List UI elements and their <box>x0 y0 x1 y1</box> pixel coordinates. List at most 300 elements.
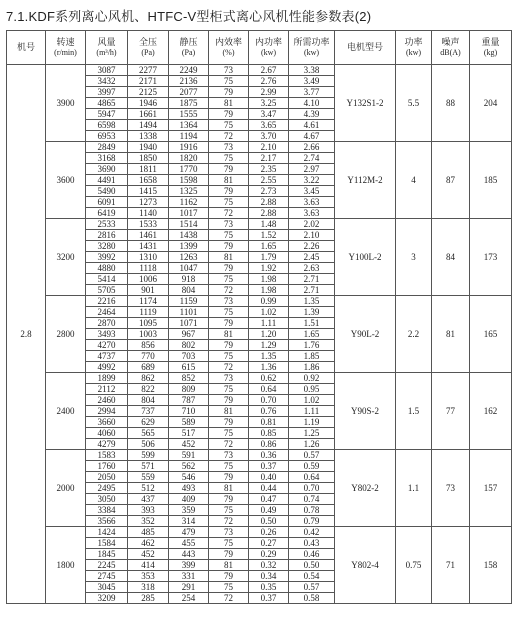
internal-power-cell: 0.34 <box>249 571 289 582</box>
static-pressure-cell: 1071 <box>169 318 209 329</box>
static-pressure-cell: 787 <box>169 395 209 406</box>
internal-power-cell: 1.35 <box>249 351 289 362</box>
airflow-cell: 2533 <box>86 219 128 230</box>
column-header-unit: dB(A) <box>440 47 461 57</box>
total-pressure-cell: 1946 <box>128 98 169 109</box>
internal-power-cell: 3.25 <box>249 98 289 109</box>
internal-power-cell: 2.88 <box>249 197 289 208</box>
column-header-label: 静压 <box>179 37 198 48</box>
speed-cell: 2800 <box>46 296 86 373</box>
column-header-label: 内效率 <box>214 37 242 48</box>
noise-cell: 84 <box>432 219 470 296</box>
column-header-label: 噪声 <box>441 37 460 48</box>
efficiency-cell: 81 <box>209 560 249 571</box>
column-header <box>7 31 46 65</box>
airflow-cell: 1760 <box>86 461 128 472</box>
total-pressure-cell: 1003 <box>128 329 169 340</box>
total-pressure-cell: 1658 <box>128 175 169 186</box>
required-power-cell: 3.63 <box>289 197 335 208</box>
airflow-cell: 2460 <box>86 395 128 406</box>
airflow-cell: 4270 <box>86 340 128 351</box>
required-power-cell: 3.77 <box>289 87 335 98</box>
column-header <box>46 31 86 65</box>
column-header-label: 转速 <box>56 37 75 48</box>
required-power-cell: 2.10 <box>289 230 335 241</box>
static-pressure-cell: 1047 <box>169 263 209 274</box>
airflow-cell: 1424 <box>86 527 128 538</box>
column-header-unit: (kg) <box>483 47 498 57</box>
column-header <box>432 31 470 65</box>
total-pressure-cell: 1095 <box>128 318 169 329</box>
total-pressure-cell: 1006 <box>128 274 169 285</box>
airflow-cell: 3432 <box>86 76 128 87</box>
internal-power-cell: 1.79 <box>249 252 289 263</box>
total-pressure-cell: 1431 <box>128 241 169 252</box>
efficiency-cell: 79 <box>209 109 249 120</box>
motor-model-cell: Y100L-2 <box>335 219 396 296</box>
static-pressure-cell: 1101 <box>169 307 209 318</box>
required-power-cell: 3.45 <box>289 186 335 197</box>
motor-model-cell: Y802-4 <box>335 527 396 604</box>
total-pressure-cell: 1119 <box>128 307 169 318</box>
internal-power-cell: 0.85 <box>249 428 289 439</box>
efficiency-cell: 75 <box>209 384 249 395</box>
efficiency-cell: 75 <box>209 351 249 362</box>
total-pressure-cell: 452 <box>128 549 169 560</box>
required-power-cell: 0.74 <box>289 494 335 505</box>
motor-model-cell: Y802-2 <box>335 450 396 527</box>
required-power-cell: 4.39 <box>289 109 335 120</box>
total-pressure-cell: 862 <box>128 373 169 384</box>
static-pressure-cell: 1770 <box>169 164 209 175</box>
efficiency-cell: 79 <box>209 417 249 428</box>
airflow-cell: 4060 <box>86 428 128 439</box>
noise-cell: 87 <box>432 142 470 219</box>
column-header <box>128 31 169 65</box>
efficiency-cell: 75 <box>209 274 249 285</box>
static-pressure-cell: 479 <box>169 527 209 538</box>
motor-power-cell: 0.75 <box>396 527 432 604</box>
column-header-unit: (kw) <box>260 47 277 57</box>
efficiency-cell: 75 <box>209 120 249 131</box>
static-pressure-cell: 802 <box>169 340 209 351</box>
efficiency-cell: 72 <box>209 285 249 296</box>
required-power-cell: 0.79 <box>289 516 335 527</box>
weight-cell: 185 <box>470 142 512 219</box>
static-pressure-cell: 443 <box>169 549 209 560</box>
total-pressure-cell: 737 <box>128 406 169 417</box>
required-power-cell: 2.26 <box>289 241 335 252</box>
weight-cell: 162 <box>470 373 512 450</box>
airflow-cell: 2464 <box>86 307 128 318</box>
static-pressure-cell: 455 <box>169 538 209 549</box>
total-pressure-cell: 353 <box>128 571 169 582</box>
efficiency-cell: 75 <box>209 307 249 318</box>
efficiency-cell: 81 <box>209 175 249 186</box>
motor-power-cell: 1.5 <box>396 373 432 450</box>
total-pressure-cell: 901 <box>128 285 169 296</box>
required-power-cell: 0.70 <box>289 483 335 494</box>
static-pressure-cell: 804 <box>169 285 209 296</box>
efficiency-cell: 81 <box>209 252 249 263</box>
airflow-cell: 6953 <box>86 131 128 142</box>
total-pressure-cell: 1811 <box>128 164 169 175</box>
efficiency-cell: 79 <box>209 164 249 175</box>
required-power-cell: 4.61 <box>289 120 335 131</box>
static-pressure-cell: 546 <box>169 472 209 483</box>
static-pressure-cell: 291 <box>169 582 209 593</box>
total-pressure-cell: 1310 <box>128 252 169 263</box>
efficiency-cell: 73 <box>209 219 249 230</box>
efficiency-cell: 79 <box>209 549 249 560</box>
efficiency-cell: 81 <box>209 98 249 109</box>
efficiency-cell: 72 <box>209 593 249 604</box>
airflow-cell: 3384 <box>86 505 128 516</box>
column-header-label: 功率 <box>404 37 423 48</box>
total-pressure-cell: 506 <box>128 439 169 450</box>
motor-model-cell: Y132S1-2 <box>335 65 396 142</box>
motor-power-cell: 5.5 <box>396 65 432 142</box>
table-row <box>7 373 512 384</box>
internal-power-cell: 0.64 <box>249 384 289 395</box>
required-power-cell: 0.57 <box>289 450 335 461</box>
motor-model-cell: Y112M-2 <box>335 142 396 219</box>
internal-power-cell: 0.49 <box>249 505 289 516</box>
total-pressure-cell: 1494 <box>128 120 169 131</box>
required-power-cell: 0.57 <box>289 582 335 593</box>
column-header-unit: (Pa) <box>181 47 196 57</box>
internal-power-cell: 1.48 <box>249 219 289 230</box>
static-pressure-cell: 1598 <box>169 175 209 186</box>
column-header-unit: (kw) <box>303 47 320 57</box>
total-pressure-cell: 571 <box>128 461 169 472</box>
airflow-cell: 3660 <box>86 417 128 428</box>
table-row <box>7 142 512 153</box>
efficiency-cell: 75 <box>209 197 249 208</box>
required-power-cell: 1.19 <box>289 417 335 428</box>
efficiency-cell: 75 <box>209 76 249 87</box>
required-power-cell: 0.50 <box>289 560 335 571</box>
total-pressure-cell: 485 <box>128 527 169 538</box>
document-title: 7.1.KDF系列离心风机、HTFC-V型柜式离心风机性能参数表(2) <box>6 9 372 24</box>
static-pressure-cell: 2077 <box>169 87 209 98</box>
total-pressure-cell: 804 <box>128 395 169 406</box>
efficiency-cell: 72 <box>209 516 249 527</box>
internal-power-cell: 0.47 <box>249 494 289 505</box>
total-pressure-cell: 512 <box>128 483 169 494</box>
static-pressure-cell: 399 <box>169 560 209 571</box>
total-pressure-cell: 689 <box>128 362 169 373</box>
static-pressure-cell: 1159 <box>169 296 209 307</box>
motor-power-cell: 2.2 <box>396 296 432 373</box>
table-row <box>7 65 512 76</box>
static-pressure-cell: 1555 <box>169 109 209 120</box>
efficiency-cell: 75 <box>209 505 249 516</box>
required-power-cell: 0.54 <box>289 571 335 582</box>
static-pressure-cell: 2136 <box>169 76 209 87</box>
airflow-cell: 3992 <box>86 252 128 263</box>
speed-cell: 3900 <box>46 65 86 142</box>
total-pressure-cell: 565 <box>128 428 169 439</box>
internal-power-cell: 2.88 <box>249 208 289 219</box>
total-pressure-cell: 1850 <box>128 153 169 164</box>
column-header <box>209 31 249 65</box>
total-pressure-cell: 1533 <box>128 219 169 230</box>
internal-power-cell: 0.76 <box>249 406 289 417</box>
internal-power-cell: 0.26 <box>249 527 289 538</box>
internal-power-cell: 2.73 <box>249 186 289 197</box>
total-pressure-cell: 2125 <box>128 87 169 98</box>
internal-power-cell: 1.52 <box>249 230 289 241</box>
efficiency-cell: 79 <box>209 340 249 351</box>
required-power-cell: 1.65 <box>289 329 335 340</box>
required-power-cell: 0.58 <box>289 593 335 604</box>
internal-power-cell: 1.02 <box>249 307 289 318</box>
weight-cell: 165 <box>470 296 512 373</box>
efficiency-cell: 72 <box>209 131 249 142</box>
column-header-label: 所需功率 <box>293 37 330 48</box>
airflow-cell: 2245 <box>86 560 128 571</box>
internal-power-cell: 2.10 <box>249 142 289 153</box>
total-pressure-cell: 414 <box>128 560 169 571</box>
internal-power-cell: 3.65 <box>249 120 289 131</box>
required-power-cell: 3.63 <box>289 208 335 219</box>
required-power-cell: 1.85 <box>289 351 335 362</box>
noise-cell: 81 <box>432 296 470 373</box>
static-pressure-cell: 409 <box>169 494 209 505</box>
static-pressure-cell: 1364 <box>169 120 209 131</box>
column-header <box>86 31 128 65</box>
airflow-cell: 1845 <box>86 549 128 560</box>
efficiency-cell: 73 <box>209 373 249 384</box>
static-pressure-cell: 1438 <box>169 230 209 241</box>
airflow-cell: 4491 <box>86 175 128 186</box>
airflow-cell: 3493 <box>86 329 128 340</box>
static-pressure-cell: 1916 <box>169 142 209 153</box>
static-pressure-cell: 1399 <box>169 241 209 252</box>
total-pressure-cell: 437 <box>128 494 169 505</box>
table-row <box>7 296 512 307</box>
internal-power-cell: 1.65 <box>249 241 289 252</box>
total-pressure-cell: 1338 <box>128 131 169 142</box>
airflow-cell: 5490 <box>86 186 128 197</box>
efficiency-cell: 79 <box>209 318 249 329</box>
required-power-cell: 1.39 <box>289 307 335 318</box>
required-power-cell: 3.49 <box>289 76 335 87</box>
column-header-label: 重量 <box>481 37 500 48</box>
efficiency-cell: 72 <box>209 362 249 373</box>
total-pressure-cell: 2171 <box>128 76 169 87</box>
airflow-cell: 5705 <box>86 285 128 296</box>
efficiency-cell: 79 <box>209 571 249 582</box>
static-pressure-cell: 967 <box>169 329 209 340</box>
total-pressure-cell: 1415 <box>128 186 169 197</box>
airflow-cell: 6419 <box>86 208 128 219</box>
required-power-cell: 2.71 <box>289 285 335 296</box>
column-header-label: 机号 <box>16 42 35 53</box>
machine-no-cell: 2.8 <box>7 65 46 604</box>
efficiency-cell: 72 <box>209 208 249 219</box>
speed-cell: 3600 <box>46 142 86 219</box>
airflow-cell: 3997 <box>86 87 128 98</box>
weight-cell: 173 <box>470 219 512 296</box>
airflow-cell: 3168 <box>86 153 128 164</box>
motor-model-cell: Y90S-2 <box>335 373 396 450</box>
column-header-unit: (m³/h) <box>96 47 117 57</box>
efficiency-cell: 73 <box>209 296 249 307</box>
internal-power-cell: 0.70 <box>249 395 289 406</box>
airflow-cell: 6598 <box>86 120 128 131</box>
airflow-cell: 3209 <box>86 593 128 604</box>
total-pressure-cell: 770 <box>128 351 169 362</box>
airflow-cell: 4865 <box>86 98 128 109</box>
static-pressure-cell: 314 <box>169 516 209 527</box>
static-pressure-cell: 1162 <box>169 197 209 208</box>
speed-cell: 3200 <box>46 219 86 296</box>
total-pressure-cell: 352 <box>128 516 169 527</box>
internal-power-cell: 0.86 <box>249 439 289 450</box>
total-pressure-cell: 1273 <box>128 197 169 208</box>
total-pressure-cell: 462 <box>128 538 169 549</box>
internal-power-cell: 0.99 <box>249 296 289 307</box>
required-power-cell: 1.35 <box>289 296 335 307</box>
airflow-cell: 2112 <box>86 384 128 395</box>
required-power-cell: 2.45 <box>289 252 335 263</box>
efficiency-cell: 75 <box>209 428 249 439</box>
required-power-cell: 0.64 <box>289 472 335 483</box>
column-header-unit: (kw) <box>405 47 422 57</box>
airflow-cell: 2870 <box>86 318 128 329</box>
total-pressure-cell: 822 <box>128 384 169 395</box>
airflow-cell: 4880 <box>86 263 128 274</box>
column-header <box>396 31 432 65</box>
internal-power-cell: 0.29 <box>249 549 289 560</box>
efficiency-cell: 79 <box>209 186 249 197</box>
static-pressure-cell: 852 <box>169 373 209 384</box>
static-pressure-cell: 1263 <box>169 252 209 263</box>
required-power-cell: 0.92 <box>289 373 335 384</box>
total-pressure-cell: 318 <box>128 582 169 593</box>
column-header-label: 全压 <box>138 37 157 48</box>
internal-power-cell: 0.37 <box>249 593 289 604</box>
efficiency-cell: 73 <box>209 450 249 461</box>
total-pressure-cell: 1661 <box>128 109 169 120</box>
airflow-cell: 3690 <box>86 164 128 175</box>
static-pressure-cell: 331 <box>169 571 209 582</box>
noise-cell: 73 <box>432 450 470 527</box>
efficiency-cell: 79 <box>209 87 249 98</box>
internal-power-cell: 2.35 <box>249 164 289 175</box>
total-pressure-cell: 856 <box>128 340 169 351</box>
static-pressure-cell: 1514 <box>169 219 209 230</box>
required-power-cell: 0.59 <box>289 461 335 472</box>
internal-power-cell: 3.47 <box>249 109 289 120</box>
internal-power-cell: 2.17 <box>249 153 289 164</box>
static-pressure-cell: 710 <box>169 406 209 417</box>
efficiency-cell: 81 <box>209 483 249 494</box>
static-pressure-cell: 254 <box>169 593 209 604</box>
internal-power-cell: 1.98 <box>249 274 289 285</box>
efficiency-cell: 73 <box>209 142 249 153</box>
required-power-cell: 2.66 <box>289 142 335 153</box>
static-pressure-cell: 1820 <box>169 153 209 164</box>
internal-power-cell: 0.32 <box>249 560 289 571</box>
airflow-cell: 3050 <box>86 494 128 505</box>
required-power-cell: 1.26 <box>289 439 335 450</box>
motor-model-cell: Y90L-2 <box>335 296 396 373</box>
internal-power-cell: 0.50 <box>249 516 289 527</box>
static-pressure-cell: 703 <box>169 351 209 362</box>
required-power-cell: 0.42 <box>289 527 335 538</box>
total-pressure-cell: 1461 <box>128 230 169 241</box>
internal-power-cell: 1.29 <box>249 340 289 351</box>
column-header-unit: (Pa) <box>141 47 155 57</box>
column-header <box>169 31 209 65</box>
motor-power-cell: 3 <box>396 219 432 296</box>
airflow-cell: 3566 <box>86 516 128 527</box>
internal-power-cell: 0.44 <box>249 483 289 494</box>
total-pressure-cell: 1140 <box>128 208 169 219</box>
airflow-cell: 1899 <box>86 373 128 384</box>
airflow-cell: 3045 <box>86 582 128 593</box>
airflow-cell: 1583 <box>86 450 128 461</box>
noise-cell: 77 <box>432 373 470 450</box>
static-pressure-cell: 591 <box>169 450 209 461</box>
efficiency-cell: 79 <box>209 472 249 483</box>
static-pressure-cell: 562 <box>169 461 209 472</box>
motor-power-cell: 4 <box>396 142 432 219</box>
internal-power-cell: 3.70 <box>249 131 289 142</box>
internal-power-cell: 0.37 <box>249 461 289 472</box>
internal-power-cell: 0.81 <box>249 417 289 428</box>
efficiency-cell: 75 <box>209 461 249 472</box>
required-power-cell: 0.46 <box>289 549 335 560</box>
performance-table <box>6 30 512 604</box>
internal-power-cell: 1.92 <box>249 263 289 274</box>
efficiency-cell: 79 <box>209 241 249 252</box>
column-header-label: 内功率 <box>254 37 282 48</box>
static-pressure-cell: 517 <box>169 428 209 439</box>
efficiency-cell: 79 <box>209 263 249 274</box>
total-pressure-cell: 629 <box>128 417 169 428</box>
column-header-unit: (r/min) <box>54 47 77 57</box>
noise-cell: 71 <box>432 527 470 604</box>
speed-cell: 2000 <box>46 450 86 527</box>
efficiency-cell: 81 <box>209 406 249 417</box>
static-pressure-cell: 2249 <box>169 65 209 76</box>
required-power-cell: 2.97 <box>289 164 335 175</box>
efficiency-cell: 81 <box>209 329 249 340</box>
table-header <box>7 31 512 65</box>
efficiency-cell: 72 <box>209 439 249 450</box>
required-power-cell: 2.02 <box>289 219 335 230</box>
efficiency-cell: 79 <box>209 395 249 406</box>
speed-cell: 1800 <box>46 527 86 604</box>
internal-power-cell: 1.11 <box>249 318 289 329</box>
efficiency-cell: 75 <box>209 538 249 549</box>
required-power-cell: 1.51 <box>289 318 335 329</box>
header-row <box>7 31 512 65</box>
total-pressure-cell: 393 <box>128 505 169 516</box>
airflow-cell: 2495 <box>86 483 128 494</box>
required-power-cell: 0.78 <box>289 505 335 516</box>
internal-power-cell: 0.62 <box>249 373 289 384</box>
internal-power-cell: 2.99 <box>249 87 289 98</box>
airflow-cell: 1584 <box>86 538 128 549</box>
required-power-cell: 4.67 <box>289 131 335 142</box>
efficiency-cell: 75 <box>209 153 249 164</box>
static-pressure-cell: 1875 <box>169 98 209 109</box>
